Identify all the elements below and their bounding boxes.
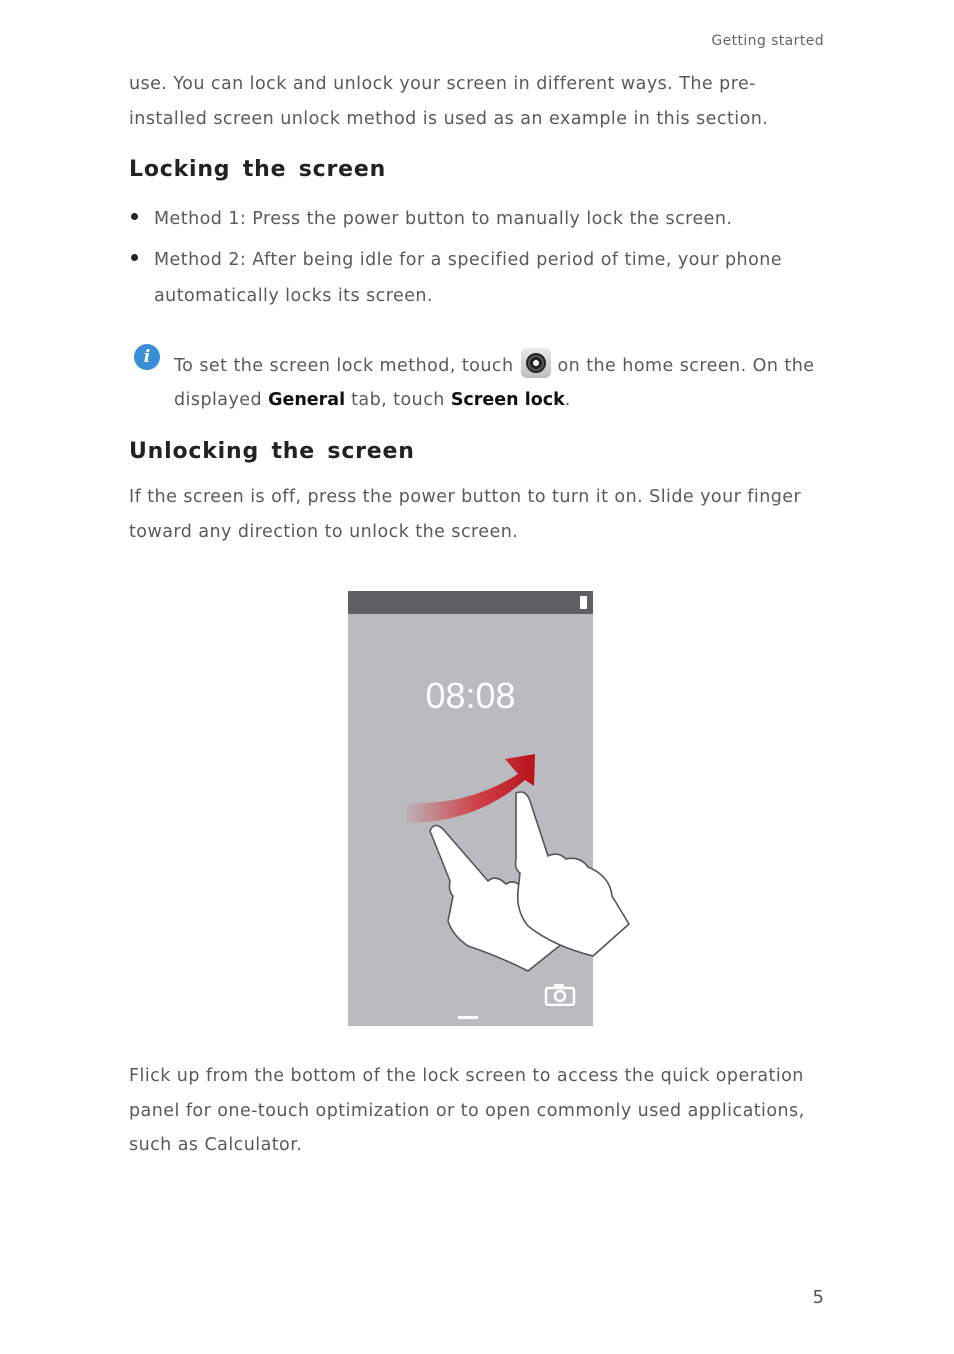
list-item-text: Method 1: Press the power button to manually lock the screen. [154, 209, 733, 229]
flick-paragraph: Flick up from the bottom of the lock screen to access the quick operation panel for one-touch optimization or to open commonly used applications, such as Calculator. [129, 1066, 805, 1155]
intro-paragraph: use. You can lock and unlock your screen in different ways. The pre-installed screen unlock method is used as an example in this section. [129, 74, 769, 129]
unlocking-heading: Unlocking the screen [129, 439, 415, 464]
list-item [129, 242, 829, 314]
locking-heading: Locking the screen [129, 157, 387, 182]
unlocking-paragraph: If the screen is off, press the power button to turn it on. Slide your finger toward any direction to unlock the screen. [129, 487, 802, 542]
screen-lock-label: Screen lock [450, 390, 565, 410]
note-text: To set the screen lock method, touch on the home screen. On the displayed General tab, touch Screen lock. [174, 349, 834, 417]
running-header: Getting started [711, 33, 824, 49]
general-tab-label: General [268, 390, 346, 410]
info-icon: i [134, 344, 160, 370]
bullet-icon [131, 254, 138, 261]
home-indicator [458, 1016, 478, 1019]
settings-icon [521, 348, 551, 378]
bullet-icon [131, 213, 138, 220]
list-item [129, 201, 829, 237]
hand [430, 792, 629, 971]
lock-screen-clock: 08:08 [425, 675, 516, 716]
list-item-text: Method 2: After being idle for a specified period of time, your phone automatically locks its screen. [154, 250, 783, 306]
page-number: 5 [812, 1287, 824, 1308]
swipe-gesture-illustration [348, 591, 638, 991]
